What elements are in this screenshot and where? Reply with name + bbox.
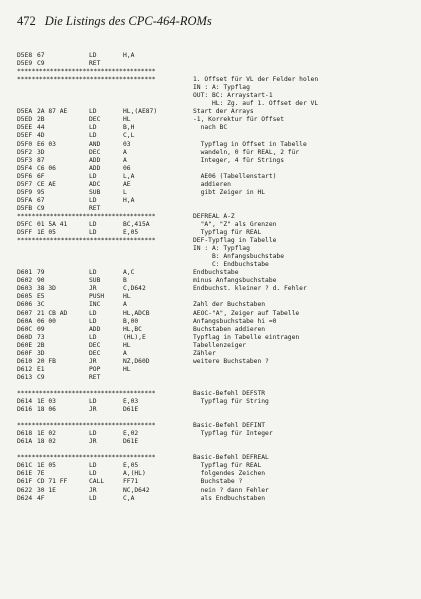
address: D614 — [17, 398, 33, 406]
address: D618 — [17, 430, 33, 438]
operand: BC,415A — [123, 220, 150, 228]
assembly-listing — [17, 52, 417, 503]
mnemonic: LD — [89, 220, 97, 228]
mnemonic: RET — [89, 60, 101, 68]
comment: -1, Korrektur für Offset — [193, 116, 284, 124]
listing-line — [17, 221, 417, 229]
section-heading: Basic-Befehl DEFINT — [193, 422, 266, 430]
comment: Endbuchstabe — [193, 269, 239, 277]
address: D5FC — [17, 220, 33, 228]
spacer — [17, 446, 417, 454]
hex-bytes: 21 CB AD — [37, 309, 68, 317]
page-header — [17, 14, 407, 29]
comment: AE06 (Tabellenstart) — [193, 172, 277, 180]
hex-bytes: 67 — [37, 52, 45, 59]
address: D605 — [17, 293, 33, 301]
mnemonic: SUB — [89, 277, 101, 285]
address: D61E — [17, 470, 33, 478]
separator-stars: ************************************** — [17, 454, 156, 462]
comment: Endbuchst. kleiner ? d. Fehler — [193, 285, 307, 293]
hex-bytes: 18 02 — [37, 438, 56, 446]
listing-line — [17, 398, 417, 406]
mnemonic: LD — [89, 172, 97, 180]
separator-line — [17, 390, 417, 398]
operand: B — [123, 277, 127, 285]
hex-bytes: 1E 05 — [37, 229, 56, 237]
listing-line — [17, 52, 417, 60]
operand: HL — [123, 365, 131, 373]
hex-bytes: 87 — [37, 156, 45, 164]
section-heading: 1. Offset für VL der Felder holen — [193, 76, 319, 84]
hex-bytes: 30 1E — [37, 486, 56, 494]
comment: Typflag in Offset in Tabelle — [193, 140, 307, 148]
hex-bytes: E6 03 — [37, 140, 56, 148]
hex-bytes: 2B — [37, 116, 45, 124]
hex-bytes: 09 — [37, 325, 45, 333]
mnemonic: JR — [89, 486, 97, 494]
listing-line — [17, 470, 417, 478]
separator-stars: ************************************** — [17, 76, 156, 84]
hex-bytes: 6F — [37, 172, 45, 180]
address: D61F — [17, 478, 33, 486]
separator-stars: ************************************** — [17, 212, 156, 220]
operand: C,A — [123, 494, 135, 502]
listing-line — [17, 245, 417, 253]
section-heading: DEFREAL A-Z — [193, 212, 235, 220]
separator-line — [17, 213, 417, 221]
hex-bytes: C9 — [37, 204, 45, 212]
operand: B,H — [123, 124, 135, 132]
address: D5EA — [17, 108, 33, 116]
hex-bytes: 1E 02 — [37, 430, 56, 438]
listing-line — [17, 366, 417, 374]
hex-bytes: 20 FB — [37, 357, 56, 365]
hex-bytes: 95 — [37, 188, 45, 196]
mnemonic: SUB — [89, 188, 101, 196]
comment: nein ? dann Fehler — [193, 486, 269, 494]
address: D5FF — [17, 229, 33, 237]
comment: Typflag für String — [193, 398, 269, 406]
address: D5F2 — [17, 148, 33, 156]
address: D602 — [17, 277, 33, 285]
hex-bytes: E1 — [37, 365, 45, 373]
hex-bytes: E5 — [37, 293, 45, 301]
operand: D61E — [123, 406, 139, 414]
listing-line — [17, 181, 417, 189]
hex-bytes: 06 00 — [37, 317, 56, 325]
mnemonic: JR — [89, 406, 97, 414]
section-heading: Basic-Befehl DEFREAL — [193, 454, 269, 462]
listing-line — [17, 189, 417, 197]
operand: H,A — [123, 52, 135, 59]
mnemonic: ADD — [89, 156, 101, 164]
listing-line — [17, 165, 417, 173]
mnemonic: LD — [89, 269, 97, 277]
comment: minus Anfangsbuchstabe — [193, 277, 277, 285]
operand: HL — [123, 116, 131, 124]
mnemonic: LD — [89, 462, 97, 470]
listing-line — [17, 285, 417, 293]
listing-line — [17, 406, 417, 414]
mnemonic: DEC — [89, 349, 101, 357]
operand: A,(HL) — [123, 470, 146, 478]
mnemonic: DEC — [89, 116, 101, 124]
address: D606 — [17, 301, 33, 309]
listing-line — [17, 197, 417, 205]
operand: A — [123, 156, 127, 164]
mnemonic: RET — [89, 373, 101, 381]
address: D616 — [17, 406, 33, 414]
mnemonic: LD — [89, 52, 97, 59]
address: D61A — [17, 438, 33, 446]
mnemonic: JR — [89, 438, 97, 446]
comment: weitere Buchstaben ? — [193, 357, 269, 365]
page-title: Die Listings des CPC-464-ROMs — [44, 14, 212, 28]
address: D610 — [17, 357, 33, 365]
address: D612 — [17, 365, 33, 373]
spacer — [17, 382, 417, 390]
address: D5ED — [17, 116, 33, 124]
separator-stars: ************************************** — [17, 68, 156, 76]
address: D5F0 — [17, 140, 33, 148]
listing-line — [17, 318, 417, 326]
comment: Zähler — [193, 349, 216, 357]
operand: NC,D642 — [123, 486, 150, 494]
hex-bytes: 3D — [37, 148, 45, 156]
operand: D61E — [123, 438, 139, 446]
listing-line — [17, 269, 417, 277]
listing-line — [17, 60, 417, 68]
address: D60D — [17, 333, 33, 341]
operand: L,A — [123, 172, 135, 180]
section-heading: Basic-Befehl DEFSTR — [193, 389, 266, 397]
address: D5F9 — [17, 188, 33, 196]
hex-bytes: 67 — [37, 196, 45, 204]
listing-line — [17, 253, 417, 261]
mnemonic: LD — [89, 398, 97, 406]
address: D624 — [17, 494, 33, 502]
listing-line — [17, 462, 417, 470]
comment: OUT: BC: Arraystart-1 — [193, 92, 273, 100]
hex-bytes: 7E — [37, 470, 45, 478]
operand: HL — [123, 341, 131, 349]
comment: Integer, 4 für Strings — [193, 156, 284, 164]
listing-line — [17, 84, 417, 92]
listing-line — [17, 430, 417, 438]
mnemonic: AND — [89, 140, 101, 148]
operand: E,05 — [123, 462, 139, 470]
listing-line — [17, 350, 417, 358]
hex-bytes: 1E 05 — [37, 462, 56, 470]
hex-bytes: C9 — [37, 373, 45, 381]
comment: IN : A: Typflag — [193, 84, 250, 92]
mnemonic: LD — [89, 196, 97, 204]
mnemonic: LD — [89, 494, 97, 502]
listing-line — [17, 326, 417, 334]
operand: 06 — [123, 164, 131, 172]
comment: Tabellenzeiger — [193, 341, 247, 349]
mnemonic: LD — [89, 124, 97, 132]
operand: NZ,D60D — [123, 357, 150, 365]
address: D60A — [17, 317, 33, 325]
address: D5E8 — [17, 52, 33, 59]
address: D61C — [17, 462, 33, 470]
operand: (HL),E — [123, 333, 146, 341]
listing-line — [17, 334, 417, 342]
operand: A — [123, 349, 127, 357]
comment: Typflag für REAL — [193, 229, 262, 237]
operand: A — [123, 301, 127, 309]
mnemonic: ADC — [89, 180, 101, 188]
address: D5F6 — [17, 172, 33, 180]
comment: IN : A: Typflag — [193, 245, 250, 253]
operand: 03 — [123, 140, 131, 148]
address: D5F4 — [17, 164, 33, 172]
hex-bytes: 38 3D — [37, 285, 56, 293]
operand: HL,(AE87) — [123, 108, 158, 116]
listing-line — [17, 310, 417, 318]
operand: E,02 — [123, 430, 139, 438]
address: D60E — [17, 341, 33, 349]
operand: A,C — [123, 269, 135, 277]
hex-bytes: 3C — [37, 301, 45, 309]
address: D5EF — [17, 132, 33, 140]
operand: HL — [123, 293, 131, 301]
hex-bytes: C6 06 — [37, 164, 56, 172]
comment: wandeln, 0 für REAL, 2 für — [193, 148, 300, 156]
address: D5F7 — [17, 180, 33, 188]
operand: A — [123, 148, 127, 156]
mnemonic: LD — [89, 317, 97, 325]
separator-line — [17, 422, 417, 430]
mnemonic: LD — [89, 430, 97, 438]
operand: E,05 — [123, 229, 139, 237]
address: D607 — [17, 309, 33, 317]
mnemonic: LD — [89, 333, 97, 341]
hex-bytes: 2A 87 AE — [37, 108, 68, 116]
listing-line — [17, 374, 417, 382]
address: D5FA — [17, 196, 33, 204]
operand: B,00 — [123, 317, 139, 325]
listing-line — [17, 132, 417, 140]
listing-line — [17, 277, 417, 285]
hex-bytes: 73 — [37, 333, 45, 341]
mnemonic: ADD — [89, 164, 101, 172]
comment: Buchstabe ? — [193, 478, 243, 486]
comment: Typflag für REAL — [193, 462, 262, 470]
page-number: 472 — [17, 14, 36, 28]
comment: Start der Arrays — [193, 108, 254, 116]
comment: Typflag für Integer — [193, 430, 273, 438]
comment: Typflag in Tabelle eintragen — [193, 333, 300, 341]
hex-bytes: 01 5A 41 — [37, 220, 68, 228]
hex-bytes: CE AE — [37, 180, 56, 188]
mnemonic: POP — [89, 365, 101, 373]
comment: als Endbuchstaben — [193, 494, 266, 502]
address: D622 — [17, 486, 33, 494]
listing-line — [17, 124, 417, 132]
listing-line — [17, 100, 417, 108]
operand: AE — [123, 180, 131, 188]
hex-bytes: 90 — [37, 277, 45, 285]
hex-bytes: 4D — [37, 132, 45, 140]
address: D603 — [17, 285, 33, 293]
comment: Buchstaben addieren — [193, 325, 266, 333]
listing-line — [17, 495, 417, 503]
listing-line — [17, 116, 417, 124]
separator-stars: ************************************** — [17, 389, 156, 397]
operand: L — [123, 188, 127, 196]
listing-line — [17, 261, 417, 269]
hex-bytes: 1E 03 — [37, 398, 56, 406]
spacer — [17, 414, 417, 422]
mnemonic: ADD — [89, 325, 101, 333]
hex-bytes: 4F — [37, 494, 45, 502]
operand: H,A — [123, 196, 135, 204]
separator-line — [17, 76, 417, 84]
comment: folgendes Zeichen — [193, 470, 266, 478]
operand: FF71 — [123, 478, 139, 486]
mnemonic: LD — [89, 309, 97, 317]
listing-line — [17, 438, 417, 446]
comment: "A", "Z" als Grenzen — [193, 220, 277, 228]
mnemonic: PUSH — [89, 293, 105, 301]
listing-line — [17, 173, 417, 181]
listing-line — [17, 229, 417, 237]
mnemonic: DEC — [89, 148, 101, 156]
mnemonic: CALL — [89, 478, 105, 486]
mnemonic: JR — [89, 357, 97, 365]
comment: AEOC-"A", Zeiger auf Tabelle — [193, 309, 300, 317]
comment: nach BC — [193, 124, 228, 132]
hex-bytes: 18 06 — [37, 406, 56, 414]
separator-line — [17, 68, 417, 76]
address: D60F — [17, 349, 33, 357]
mnemonic: LD — [89, 229, 97, 237]
listing-line — [17, 205, 417, 213]
hex-bytes: 2B — [37, 341, 45, 349]
address: D5FB — [17, 204, 33, 212]
mnemonic: INC — [89, 301, 101, 309]
mnemonic: RET — [89, 204, 101, 212]
address: D5E9 — [17, 60, 33, 68]
comment: Anfangsbuchstabe hi =0 — [193, 317, 277, 325]
comment: HL: Zg. auf 1. Offset der VL — [193, 100, 319, 108]
listing-line — [17, 478, 417, 486]
operand: E,03 — [123, 398, 139, 406]
separator-stars: ************************************** — [17, 237, 156, 245]
mnemonic: LD — [89, 470, 97, 478]
address: D5EE — [17, 124, 33, 132]
hex-bytes: CD 71 FF — [37, 478, 68, 486]
comment: addieren — [193, 180, 231, 188]
listing-line — [17, 149, 417, 157]
listing-line — [17, 92, 417, 100]
mnemonic: LD — [89, 108, 97, 116]
section-heading: DEF-Typflag in Tabelle — [193, 237, 277, 245]
comment: C: Endbuchstabe — [193, 261, 269, 269]
listing-line — [17, 141, 417, 149]
separator-stars: ************************************** — [17, 422, 156, 430]
listing-line — [17, 301, 417, 309]
separator-line — [17, 454, 417, 462]
address: D601 — [17, 269, 33, 277]
separator-line — [17, 237, 417, 245]
mnemonic: LD — [89, 132, 97, 140]
listing-line — [17, 358, 417, 366]
hex-bytes: 79 — [37, 269, 45, 277]
operand: C,L — [123, 132, 135, 140]
mnemonic: JR — [89, 285, 97, 293]
listing-line — [17, 108, 417, 116]
hex-bytes: 3D — [37, 349, 45, 357]
comment: B: Anfangsbuchstabe — [193, 253, 284, 261]
operand: C,D642 — [123, 285, 146, 293]
listing-line — [17, 342, 417, 350]
operand: HL,BC — [123, 325, 142, 333]
listing-line — [17, 487, 417, 495]
operand: HL,ADCB — [123, 309, 150, 317]
listing-line — [17, 293, 417, 301]
comment: Zahl der Buchstaben — [193, 301, 266, 309]
address: D5F3 — [17, 156, 33, 164]
listing-line — [17, 157, 417, 165]
address: D60C — [17, 325, 33, 333]
mnemonic: DEC — [89, 341, 101, 349]
comment: gibt Zeiger in HL — [193, 188, 266, 196]
hex-bytes: C9 — [37, 60, 45, 68]
address: D613 — [17, 373, 33, 381]
hex-bytes: 44 — [37, 124, 45, 132]
